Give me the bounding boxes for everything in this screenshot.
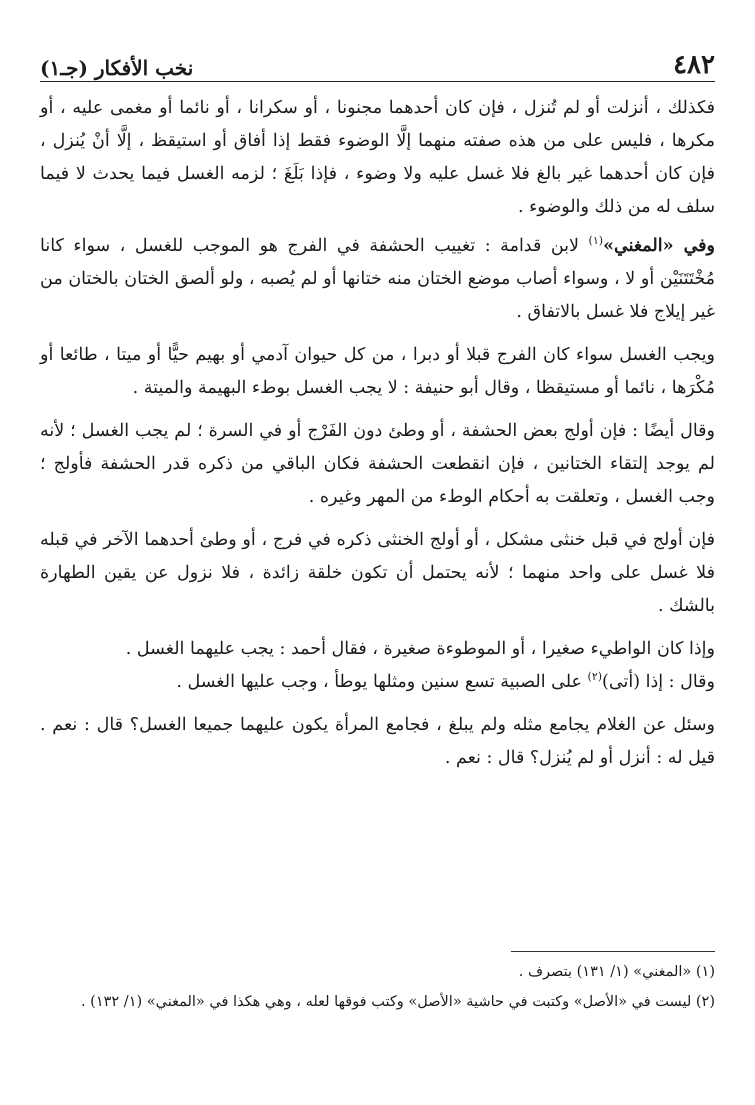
footnote-marker: (١) — [588, 234, 604, 248]
footnotes — [40, 958, 715, 1018]
paragraph-4 — [40, 415, 715, 514]
footnote-rule — [511, 951, 715, 952]
paragraph-text: فكذلك ، أنزلت أو لم تُنزل ، فإن كان أحدهما مجنونا ، أو سكرانا ، أو نائما أو مغمى عليه ، أو مكرها ، فليس على من هذه صفته منهما إلَّا الوضوء فقط إذا أفاق أو استيقظ ، إلَّا أنْ يُنزل ، فإن كان أحدهما غير بالغ فلا غسل عليه ولا وضوء ، فإذا بَلَغَ ؛ لزمه الغسل فيما يحدث لا فيما سلف له من ذلك والوضوء . — [40, 98, 715, 217]
source-reference: وفي «المغني» — [603, 236, 715, 256]
paragraph-text: ويجب الغسل سواء كان الفرج قبلا أو دبرا ، من كل حيوان آدمي أو بهيم حيًّا أو ميتا ، طائعا أو مُكْرَها ، نائما أو مستيقظا ، وقال أبو حنيفة : لا يجب الغسل بوطء البهيمة والميتة . — [40, 345, 715, 398]
page-header — [40, 38, 715, 78]
paragraph-2 — [40, 230, 715, 329]
footnote-2: (٢) ليست في «الأصل» وكتبت في حاشية «الأصل» وكتب فوقها لعله ، وهي هكذا في «المغني» (١/ ١٣٢) . — [80, 994, 715, 1010]
paragraph-1 — [40, 92, 715, 224]
paragraph-7 — [40, 666, 715, 699]
paragraph-text: وسئل عن الغلام يجامع مثله ولم يبلغ ، فجامع المرأة يكون عليهما جميعا الغسل؟ قال : نعم . قيل له : أنزل أو لم يُنزل؟ قال : نعم . — [40, 715, 715, 768]
paragraph-text: وقال أيضًا : فإن أولج بعض الحشفة ، أو وطئ دون الفَرْج أو في السرة ؛ لم يجب الغسل ؛ لأنه لم يوجد إلتقاء الختانين ، فإن انقطعت الحشفة فكان الباقي من ذكره قدر الحشفة فأولج ؛ وجب الغسل ، وتعلقت به أحكام الوطء من المهر وغيره . — [40, 421, 715, 507]
paragraph-8 — [40, 709, 715, 775]
paragraph-text: وإذا كان الواطيء صغيرا ، أو الموطوءة صغيرة ، فقال أحمد : يجب عليهما الغسل . — [125, 639, 715, 659]
footnote-1: (١) «المغني» (١/ ١٣١) بتصرف . — [518, 964, 715, 980]
paragraph-5 — [40, 524, 715, 623]
page-number: ٤٨٢ — [673, 50, 715, 80]
paragraph-6 — [40, 633, 715, 666]
paragraph-text: لابن قدامة : تغييب الحشفة في الفرج هو الموجب للغسل ، سواء كانا مُخْتَتَنَيْن أو لا ، وسواء أصاب موضع الختان منه ختانها أو لم يُصبه ، ولو ألصق الختان بالختان من غير إيلاج فلا غسل بالاتفاق . — [40, 236, 715, 322]
paragraph-text: فإن أولج في قبل خنثى مشكل ، أو أولج الخنثى ذكره في فرج ، أو وطئ أحدهما الآخر في قبله فلا غسل على واحد منهما ؛ لأنه يحتمل أن تكون خلقة زائدة ، فلا نزول عن يقين الطهارة بالشك . — [40, 530, 715, 616]
running-title: نخب الأفكار (جـ١) — [40, 56, 194, 80]
paragraph-lead: وقال : إذا (أتى) — [602, 672, 715, 692]
paragraph-3 — [40, 339, 715, 405]
main-text — [40, 92, 715, 781]
paragraph-text: على الصبية تسع سنين ومثلها يوطأ ، وجب عليها الغسل . — [176, 672, 588, 692]
header-rule — [40, 81, 715, 82]
footnote-marker: (٢) — [587, 670, 603, 684]
